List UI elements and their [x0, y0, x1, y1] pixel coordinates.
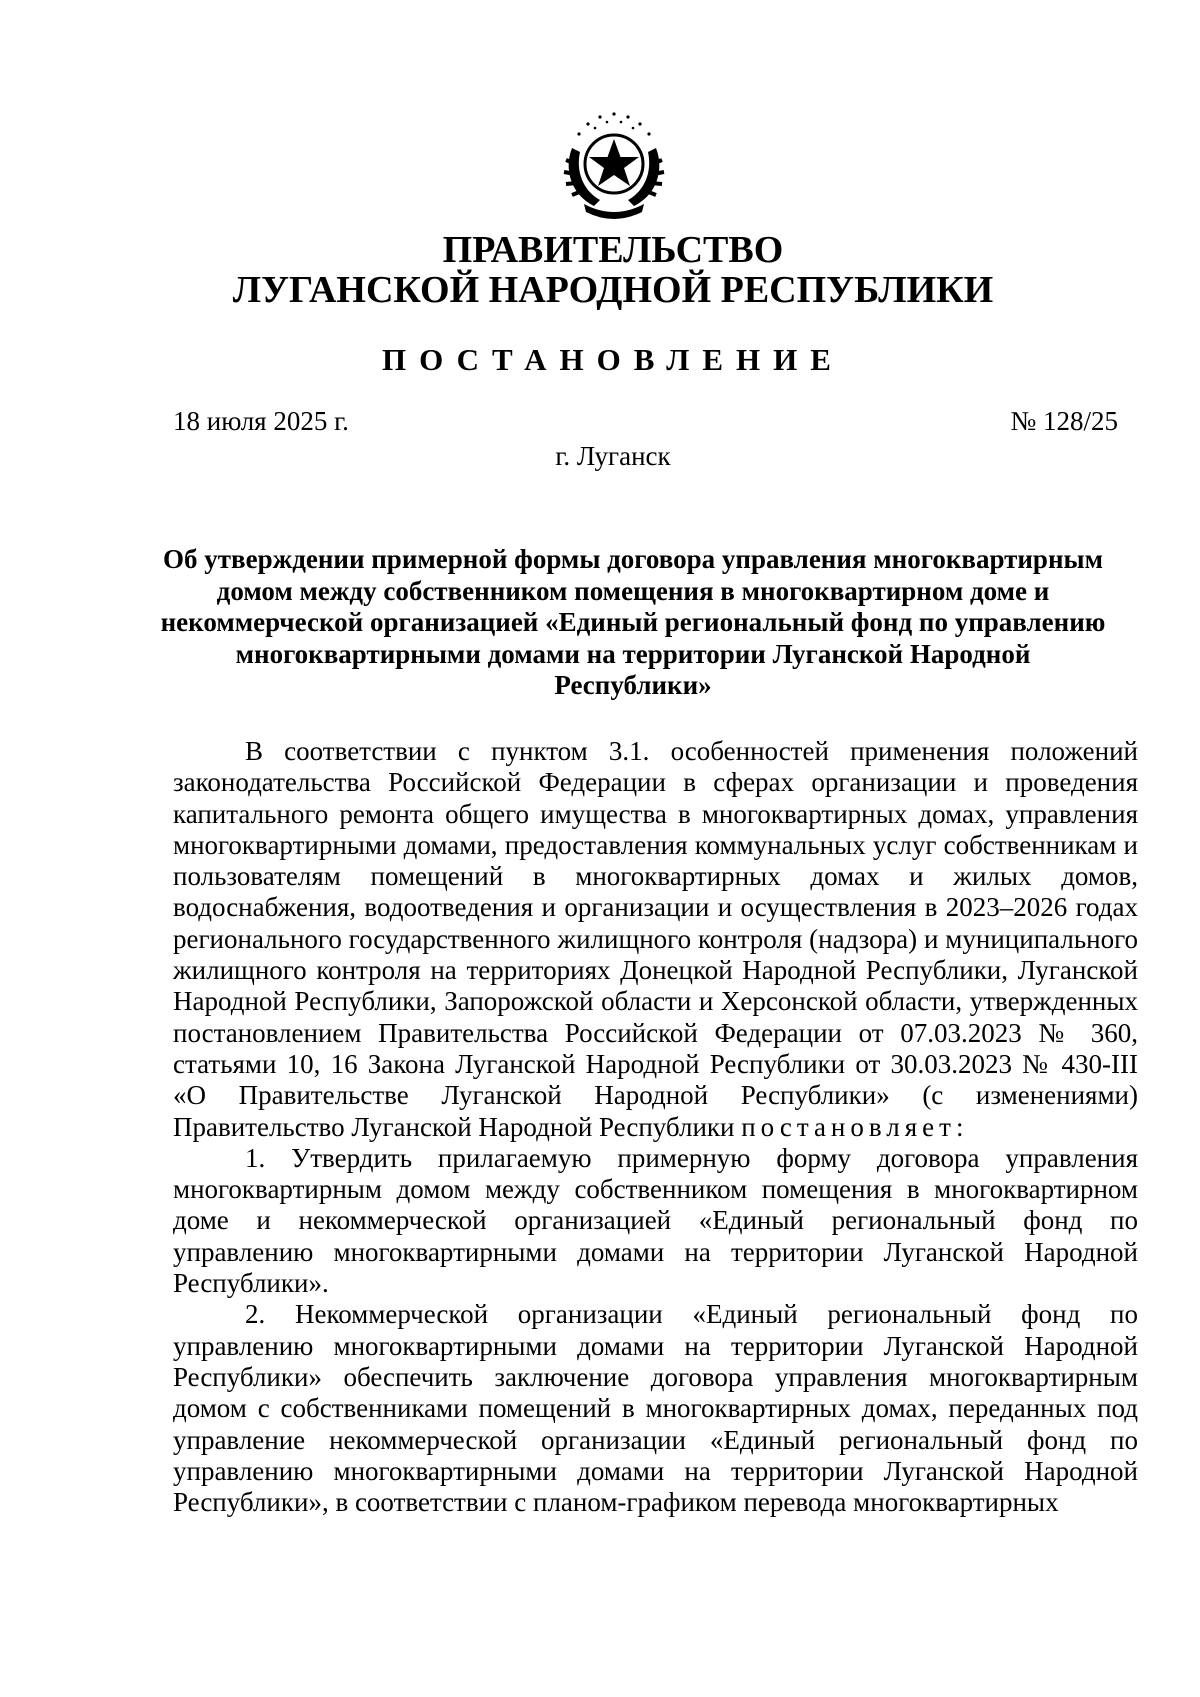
organization-name-line2: ЛУГАНСКОЙ НАРОДНОЙ РЕСПУБЛИКИ — [232, 269, 994, 311]
document-type-heading: ПОСТАНОВЛЕНИЕ — [382, 342, 844, 377]
document-number: № 128/25 — [1010, 406, 1118, 436]
coat-of-arms-emblem — [554, 108, 674, 220]
document-city: г. Луганск — [555, 441, 671, 471]
body-paragraph-item-1: 1. Утвердить прилагаемую примерную форму договора управления многоквартирным домом между собственником помещения в многоквартирном доме и некоммерческой организацией «Единый региональный фонд по управлению многоквартирными домами на территории Луганской Народной Республики». — [173, 1142, 1138, 1299]
document-body — [173, 736, 1138, 1518]
preamble-text: В соответствии с пунктом 3.1. особенностей применения положений законодательства Российской Федерации в сферах организации и проведения капитального ремонта общего имущества в многоквартирных домах, управления многоквартирными домами, предоставления коммунальных услуг собственникам и пользователям помещений в многоквартирных домах и жилых домов, водоснабжения, водоотведения и организации и осуществления в 2023–2026 годах регионального государственного жилищного контроля (надзора) и муниципального жилищного контроля на территориях Донецкой Народной Республики, Луганской Народной Республики, Запорожской области и Херсонской области, утвержденных постановлением Правительства Российской Федерации от 07.03.2023 № 360, статьями 10, 16 Закона Луганской Народной Республики от 30.03.2023 № 430-III «О Правительстве Луганской Народной Республики» (с изменениями) Правительство Луганской Народной Республики — [173, 736, 1138, 1142]
organization-name-line1: ПРАВИТЕЛЬСТВО — [442, 229, 784, 271]
body-paragraph-item-2: 2. Некоммерческой организации «Единый региональный фонд по управлению многоквартирными домами на территории Луганской Народной Республики» обеспечить заключение договора управления многоквартирным домом с собственниками помещений в многоквартирных домах, переданных под управление некоммерческой организации «Единый региональный фонд по управлению многоквартирными домами на территории Луганской Народной Республики», в соответствии с планом-графиком перевода многоквартирных — [173, 1299, 1138, 1518]
document-title: Об утверждении примерной формы договора управления многоквартирным домом между собственником помещения в многоквартирном доме и некоммерческой организацией «Единый региональный фонд по управлению многоквартирными домами на территории Луганской Народной Республики» — [160, 544, 1106, 700]
decree-word: постановляет: — [741, 1111, 969, 1142]
document-date: 18 июля 2025 г. — [173, 406, 349, 436]
body-paragraph-preamble — [173, 736, 1138, 1143]
